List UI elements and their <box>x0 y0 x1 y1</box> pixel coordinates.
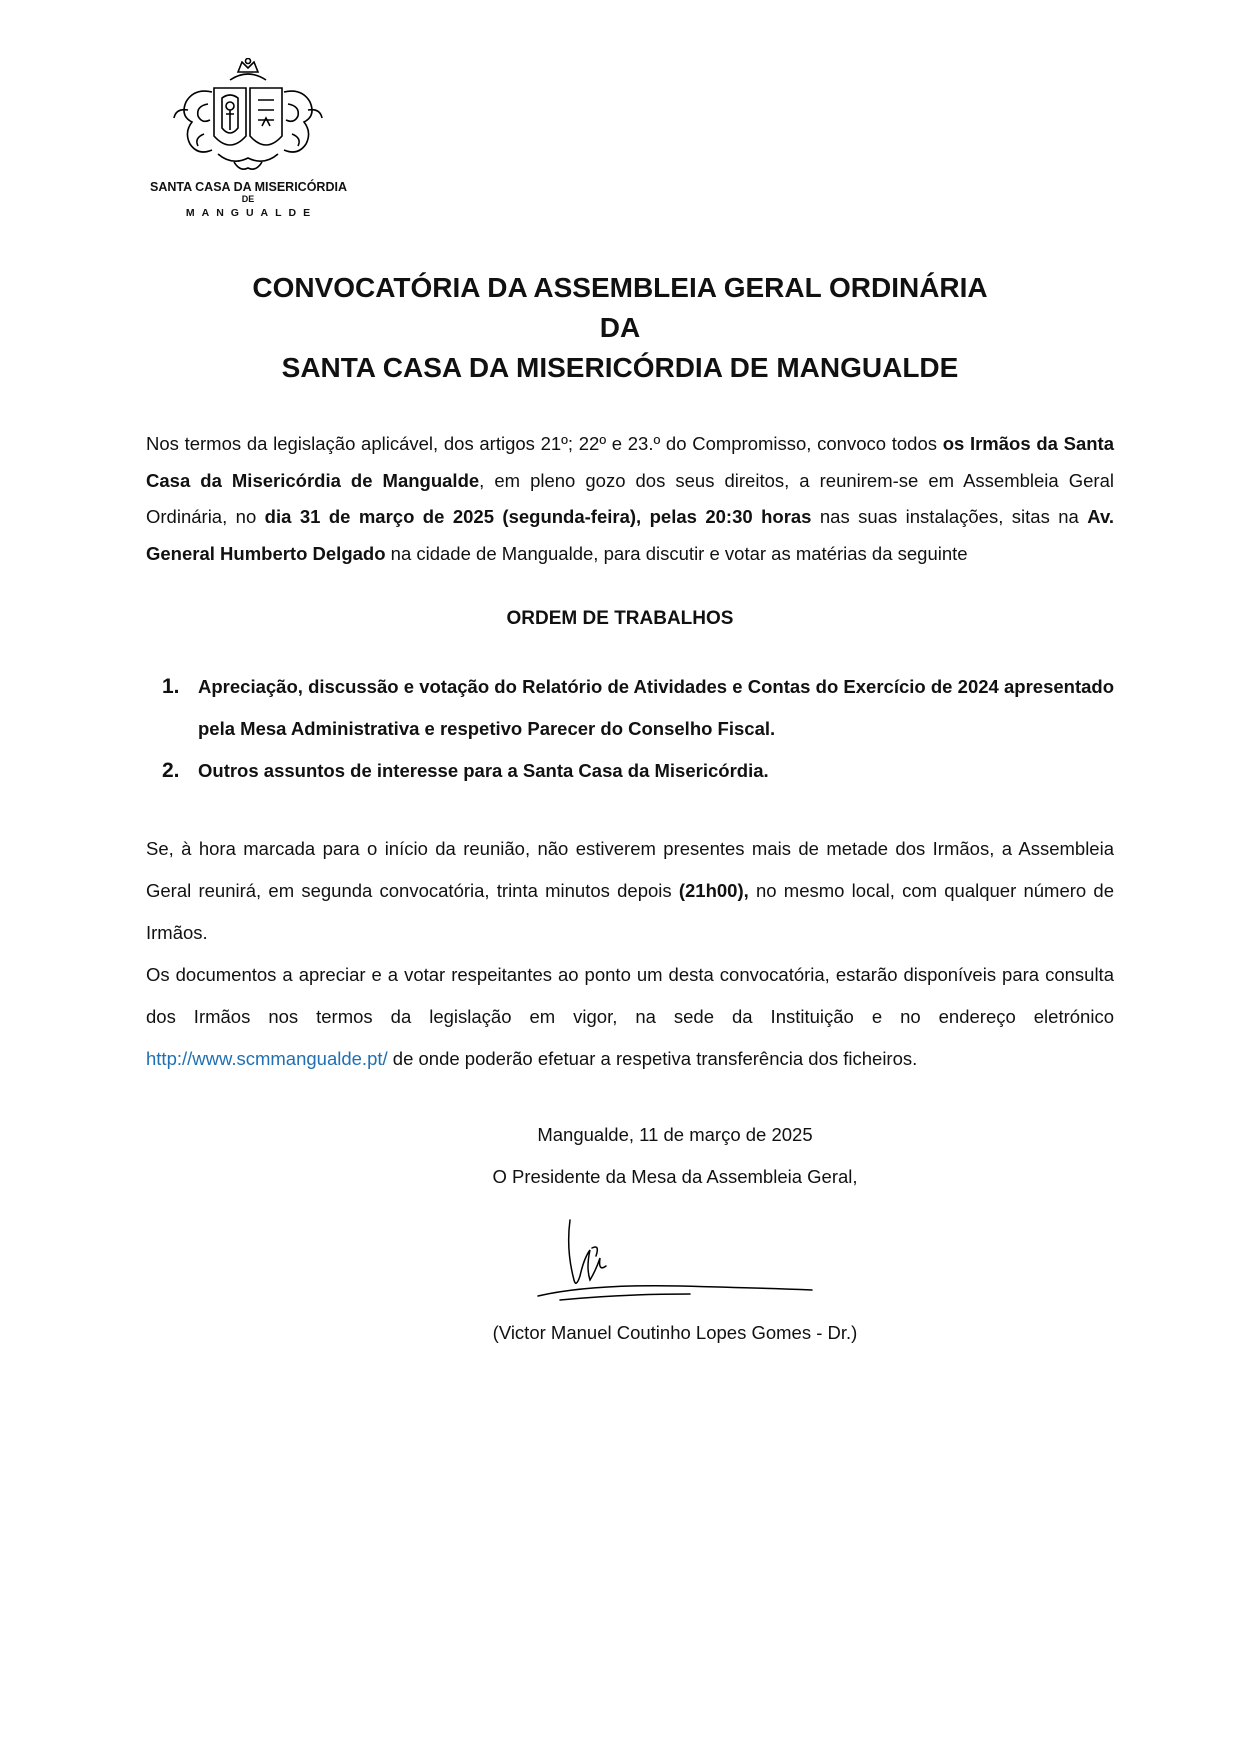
intro-bold-2: dia 31 de março de 2025 (segunda-feira), pelas 20:30 horas <box>264 506 812 527</box>
signatory-role: O Presidente da Mesa da Assembleia Geral, <box>492 1166 858 1187</box>
coat-of-arms-icon <box>168 58 328 178</box>
agenda-list <box>146 666 1114 792</box>
second-call-and-documents <box>146 828 1114 1080</box>
documents-text-2: de onde poderão efetuar a respetiva transferência dos ficheiros. <box>387 1048 918 1069</box>
agenda-heading: ORDEM DE TRABALHOS <box>506 608 734 629</box>
agenda-item-number: 2. <box>162 759 180 782</box>
agenda-item <box>146 750 1114 792</box>
agenda-item-text: Outros assuntos de interesse para a Santa Casa da Misericórdia. <box>198 760 769 781</box>
intro-text-1: Nos termos da legislação aplicável, dos artigos 21º; 22º e 23.º do Compromisso, convoco todos <box>146 433 943 454</box>
intro-text-3: nas suas instalações, sitas na <box>811 506 1088 527</box>
second-call-text-1: Se, à hora marcada para o início da reunião, não estiverem presentes mais de metade dos Irmãos, a Assembleia Geral reunirá, em segunda convocatória, trinta minutos depois <box>146 838 1114 901</box>
second-call-paragraph <box>146 828 1114 954</box>
second-call-text-2: no mesmo local, com qualquer número de Irmãos. <box>146 880 1114 943</box>
document-title <box>0 268 1240 388</box>
documents-text-1: Os documentos a apreciar e a votar respeitantes ao ponto um desta convocatória, estarão disponíveis para consulta dos Irmãos nos termos da legislação em vigor, na sede da Instituição e no endereço eletrónico <box>146 964 1114 1027</box>
title-line1: CONVOCATÓRIA DA ASSEMBLEIA GERAL ORDINÁRIA <box>252 272 988 303</box>
intro-text-4: na cidade de Mangualde, para discutir e votar as matérias da seguinte <box>385 542 968 564</box>
intro-bold-1: os Irmãos da Santa Casa da Misericórdia de Mangualde <box>146 433 1114 491</box>
intro-paragraph <box>146 426 1114 572</box>
second-call-time: (21h00), <box>678 880 749 901</box>
title-line3: SANTA CASA DA MISERICÓRDIA DE MANGUALDE <box>281 352 959 383</box>
website-link[interactable]: http://www.scmmangualde.pt/ <box>146 1048 388 1069</box>
agenda-item-number: 1. <box>162 675 180 698</box>
agenda-item-text: Apreciação, discussão e votação do Relatório de Atividades e Contas do Exercício de 2024 apresentado pela Mesa Administrativa e respetivo Parecer do Conselho Fiscal. <box>198 676 1114 739</box>
documents-paragraph <box>146 954 1114 1080</box>
intro-text-2: , em pleno gozo dos seus direitos, a reunirem-se em Assembleia Geral Ordinária, no <box>146 469 1114 527</box>
place-date: Mangualde, 11 de março de 2025 <box>537 1124 813 1145</box>
title-line2: DA <box>599 312 641 343</box>
org-name-line2: DE <box>241 194 255 204</box>
signature-icon <box>530 1210 830 1315</box>
intro-bold-3: Av. General Humberto Delgado <box>146 506 1114 564</box>
agenda-item <box>146 666 1114 750</box>
org-name-line1: SANTA CASA DA MISERICÓRDIA <box>150 180 347 194</box>
signatory-name: (Victor Manuel Coutinho Lopes Gomes - Dr.) <box>492 1322 858 1343</box>
org-name-line3: MANGUALDE <box>185 207 318 219</box>
institution-logo <box>150 58 346 219</box>
